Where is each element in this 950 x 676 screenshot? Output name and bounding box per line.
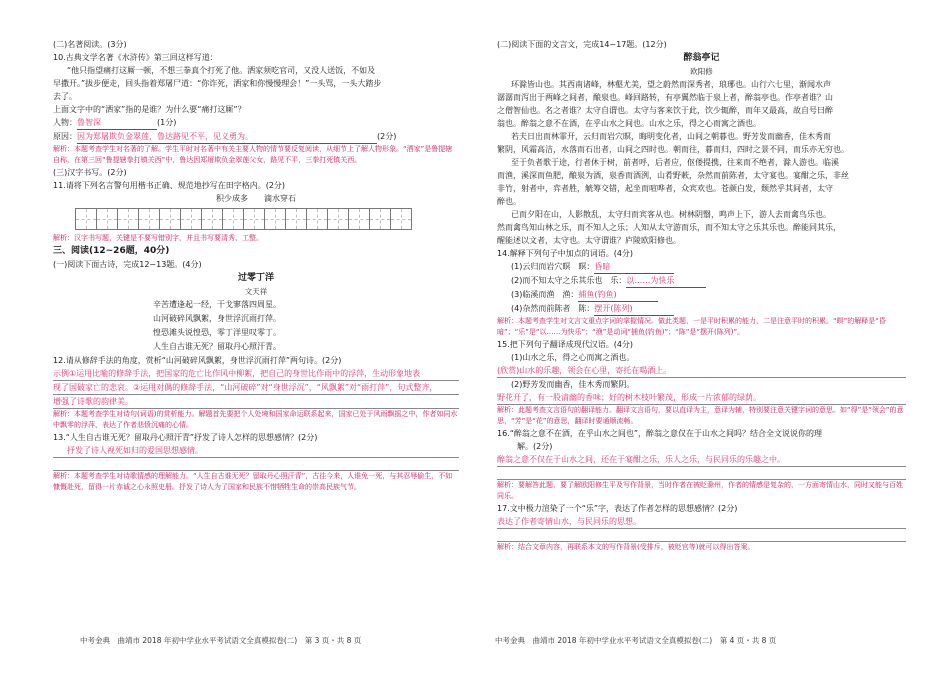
q14-1-text: (1)云归而岩穴暝 暝： <box>511 262 595 271</box>
essay-p1-3: 之僧智仙也。名之者谁？太守自谓也。太守与客来饮于此，饮少辄醉，而年又最高，故自号曰醉 <box>497 106 833 115</box>
q12-line: 12.请从修辞手法的角度，赏析“山河破碎风飘絮，身世浮沉雨打萍”两句诗。(2分) <box>53 356 342 365</box>
q10-reason-answer: 因为郑屠欺负金翠莲，鲁达路见不平，见义勇为。 <box>77 130 377 144</box>
q15-1-answer: (欣赏)山水的乐趣，领会在心里，寄托在喝酒上。 <box>497 364 906 378</box>
q16-line-2: 解。(2分) <box>517 442 553 451</box>
q11-line: 11.请将下列名言警句用楷书正确、规范地抄写在田字格内。(2分) <box>53 181 286 190</box>
poem-line-3: 惶恐滩头说惶恐，零丁洋里叹零丁。 <box>153 328 281 337</box>
tianzige-cell[interactable] <box>180 208 202 230</box>
poem-line-4: 人生自古谁无死？留取丹心照汗青。 <box>153 342 281 351</box>
tianzige-cell[interactable] <box>285 208 307 230</box>
q10-person-row <box>53 116 459 130</box>
q11-phrase: 积少成多 滴水穿石 <box>216 194 296 203</box>
poem-line-2: 山河破碎风飘絮，身世浮沉雨打萍。 <box>153 314 281 323</box>
answer-rule <box>497 529 906 542</box>
essay-p3-3: 非竹，射者中，弈者胜，觥筹交错，起坐而喧哗者，众宾欢也。苍颜白发，颓然乎其间者，太守 <box>497 184 833 193</box>
q14-item-4 <box>497 302 906 316</box>
q14-line: 14.解释下列句子中加点的词语。(4分) <box>497 249 634 258</box>
tianzige-cell[interactable] <box>243 208 265 230</box>
q15-2-answer: 野花开了，有一股清幽的香味；好的树木枝叶繁茂，形成一片浓郁的绿荫。 <box>497 391 906 405</box>
tianzige-cell[interactable] <box>201 208 223 230</box>
tianzige-cell[interactable] <box>327 208 349 230</box>
q14-2-answer: 以……为快乐 <box>626 274 706 288</box>
q13-answer: 抒发了诗人视死如归的爱国思想感情。 <box>53 444 459 458</box>
q10-person-answer: 鲁智深 <box>77 116 157 130</box>
q10-quote-3: 去了。 <box>53 92 77 101</box>
q14-explanation: 解析：本题考查学生对文言文重点字词的掌握情况。做此类题，一是平时积累的能力，二是注意平时的积累。“暝”的解释是“昏暗”；“乐”是“以……为快乐”；“渔”是动词“捕鱼(钓鱼)”；“陈”是“摆开(陈列)”。 <box>497 317 886 336</box>
q2-header: (二)名著阅读。(3分) <box>53 40 127 49</box>
essay-p3-1: 至于负者歌于途，行者休于树，前者呼，后者应，伛偻提携，往来而不绝者，滁人游也。临溪 <box>511 158 839 167</box>
essay-p4-3: 醒能述以文者，太守也。太守谓谁？庐陵欧阳修也。 <box>497 236 681 245</box>
tianzige-cell[interactable] <box>390 208 412 230</box>
essay-p4-2: 然而禽鸟知山林之乐，而不知人之乐；人知从太守游而乐，而不知太守之乐其乐也。醉能同其乐， <box>497 223 841 232</box>
essay-title: 醉翁亭记 <box>683 53 720 63</box>
q17-explanation: 解析：结合文章内容，再联系本文的写作背景(受排斥，被贬官等)就可以得出答案。 <box>497 543 755 551</box>
q16-line-1: 16.“醉翁之意不在酒，在乎山水之间也”，醉翁之意仅在于山水之间吗？结合全文说说你的理 <box>497 429 823 438</box>
tianzige-cell[interactable] <box>138 208 160 230</box>
essay-p1-2: 潺潺而泻出于两峰之间者，酿泉也。峰回路转，有亭翼然临于泉上者，醉翁亭也。作亭者谁？山 <box>497 93 833 102</box>
tianzige-cell[interactable] <box>96 208 118 230</box>
q10-person-score: (1分) <box>157 118 177 127</box>
tianzige-cell[interactable] <box>75 208 97 230</box>
q10-reason-score: (2分) <box>377 132 397 141</box>
q14-2-text: (2)而不知太守之乐其乐也 乐： <box>511 276 627 285</box>
sub2-header: (二)阅读下面的文言文，完成14~17题。(12分) <box>497 40 667 49</box>
q16-answer: 醉翁之意不仅在于山水之间，还在于宴酣之乐，乐人之乐，与民同乐的乐趣之中。 <box>497 453 906 467</box>
q14-4-text: (4)杂然而前陈者 陈： <box>511 304 595 313</box>
tianzige-cell[interactable] <box>117 208 139 230</box>
sub1-header: (一)阅读下面古诗，完成12~13题。(4分) <box>53 260 202 269</box>
q17-answer: 表达了作者寄情山水，与民同乐的思想。 <box>497 515 906 529</box>
q14-item-1 <box>497 260 906 274</box>
essay-p1-1: 环滁皆山也。其西南诸峰，林壑尤美，望之蔚然而深秀者，琅琊也。山行六七里，渐闻水声 <box>511 80 831 89</box>
essay-p3-4: 醉也。 <box>497 197 521 206</box>
left-footer: 中考金典 曲靖市 2018 年初中学业水平考试语文全真模拟卷(二) 第 3 页・共 8 页 <box>80 636 362 645</box>
q14-item-3 <box>497 288 906 302</box>
q13-line: 13.“人生自古谁无死？留取丹心照汗青”抒发了诗人怎样的思想感情？(2分) <box>53 433 318 442</box>
q12-explanation: 解析：本题考查学生对诗句(词语)的赏析能力。解题首先要把个人处境和国家命运联系起来，国家已处于风雨飘摇之中，作者如同水中飘零的浮萍，表达了作者悲愤沉痛的心情。 <box>53 410 458 429</box>
q10-explanation: 解析：本题考查学生对名著的了解。学生平时对名著中有关主要人物的情节要反复阅读，从细节上了解人物形象。“洒家”是鲁提辖自称，在第三回“鲁提辖拳打镇关西”中，鲁达因郑屠欺负金翠莲父女，路见不平，三拳打死镇关西。 <box>53 145 453 164</box>
poem-line-1: 辛苦遭逢起一经，干戈寥落四周星。 <box>153 300 281 309</box>
tianzige-cell[interactable] <box>264 208 286 230</box>
q14-3-answer: 捕鱼(钓鱼) <box>578 288 658 302</box>
q12-answer-2: 现了国破家亡的悲哀。②运用对偶的修辞手法，“山河破碎”对“身世浮沉”，“风飘絮”对“雨打萍”，句式整齐， <box>53 381 459 395</box>
poem-title: 过零丁洋 <box>237 273 274 283</box>
tianzige-cell[interactable] <box>369 208 391 230</box>
q12-answer-1: 示例①运用比喻的修辞手法，把国家的危亡比作风中柳絮，把自己的身世比作雨中的浮萍，生动形象地表 <box>53 367 459 381</box>
q15-explanation: 解析：此题考查文言语句的翻译能力。翻译文言语句，要以直译为主，意译为辅，特别要注意关键字词的意思。如“得”是“领会”的意思，“芳”是“花”的意思，翻译时要通顺流畅。 <box>497 406 904 425</box>
tianzige-cell[interactable] <box>222 208 244 230</box>
q12-answer-3: 增强了诗歌的韵律美。 <box>53 395 459 409</box>
poem-author: 文天祥 <box>244 287 268 296</box>
answer-rule <box>53 458 459 471</box>
q10-quote-2: 早撒开。”拔步便走，回头指着郑屠尸道：“你诈死，洒家和你慢慢理会！”一头骂，一头大踏步 <box>53 79 382 88</box>
essay-author: 欧阳修 <box>690 67 713 76</box>
q14-1-answer: 昏暗 <box>594 260 674 274</box>
q15-1-text: (1)山水之乐，得之心而寓之酒也。 <box>511 353 635 362</box>
right-page <box>475 0 950 676</box>
q15-line: 15.把下列句子翻译成现代汉语。(4分) <box>497 340 634 349</box>
essay-p2-1: 若夫日出而林霏开，云归而岩穴暝，晦明变化者，山间之朝暮也。野芳发而幽香，佳木秀而 <box>511 132 831 141</box>
q10-line: 10.古典文学名著《水浒传》第三回这样写道： <box>53 53 218 62</box>
answer-rule <box>497 467 906 480</box>
q15-2-text: (2)野芳发而幽香，佳木秀而繁阴。 <box>511 380 635 389</box>
q10-person-label: 人物： <box>53 118 77 127</box>
tianzige-cell[interactable] <box>306 208 328 230</box>
right-footer: 中考金典 曲靖市 2018 年初中学业水平考试语文全真模拟卷(二) 第 4 页・共 8 页 <box>495 636 777 645</box>
q3-header: (三)汉字书写。(2分) <box>53 168 127 177</box>
tianzige-cell[interactable] <box>159 208 181 230</box>
q10-reason-row <box>53 130 459 144</box>
essay-p3-2: 而渔，溪深而鱼肥，酿泉为酒，泉香而酒洌，山肴野蔌，杂然而前陈者，太守宴也。宴酣之乐，非丝 <box>497 171 849 180</box>
q17-line: 17.文中极力渲染了一个“乐”字，表达了作者怎样的思想感情？(2分) <box>497 504 738 513</box>
tianzige-grid[interactable] <box>75 208 459 230</box>
tianzige-cell[interactable] <box>348 208 370 230</box>
q14-4-answer: 摆开(陈列) <box>594 302 674 316</box>
q11-explanation: 解析：汉字书写题，关键是不要写错别字，并且书写要清秀、工整。 <box>53 234 263 242</box>
q14-item-2 <box>497 274 906 288</box>
section3-header: 三、阅读(12~26题，40分) <box>53 246 170 256</box>
essay-p4-1: 已而夕阳在山，人影散乱，太守归而宾客从也。树林阴翳，鸣声上下，游人去而禽鸟乐也。 <box>511 210 831 219</box>
essay-p1-4: 翁也。醉翁之意不在酒，在乎山水之间也。山水之乐，得之心而寓之酒也。 <box>497 119 761 128</box>
q16-explanation: 解析：要解答此题，要了解欧阳修生平及写作背景，当时作者在被贬滁州，作者的情感是复杂的，一方面寄情山水，同时又能与百姓同乐。 <box>497 481 903 500</box>
essay-p2-2: 繁阴，风霜高洁，水落而石出者，山间之四时也。朝而往，暮而归，四时之景不同，而乐亦无穷也。 <box>497 145 849 154</box>
q14-3-text: (3)临溪而渔 渔： <box>511 290 579 299</box>
q10-reason-label: 原因： <box>53 132 77 141</box>
q10-quote-1: “他只指望痛打这厮一顿，不想三拳真个打死了他。洒家须吃官司，又没人送饭，不如及 <box>67 66 376 75</box>
q10-question: 上面文字中的“洒家”指的是谁？为什么要“痛打这厮”？ <box>53 105 246 114</box>
q13-explanation: 解析：本题考查学生对诗歌情感的理解能力。“人生自古谁无死？留取丹心照汗青”，古往今来，人谁免一死，与其忍辱偷生，不如慷慨赴死，留得一片赤诚之心永照史册。抒发了诗人为了国家和民族不惜牺牲生命的崇高民族气节。 <box>53 472 453 491</box>
